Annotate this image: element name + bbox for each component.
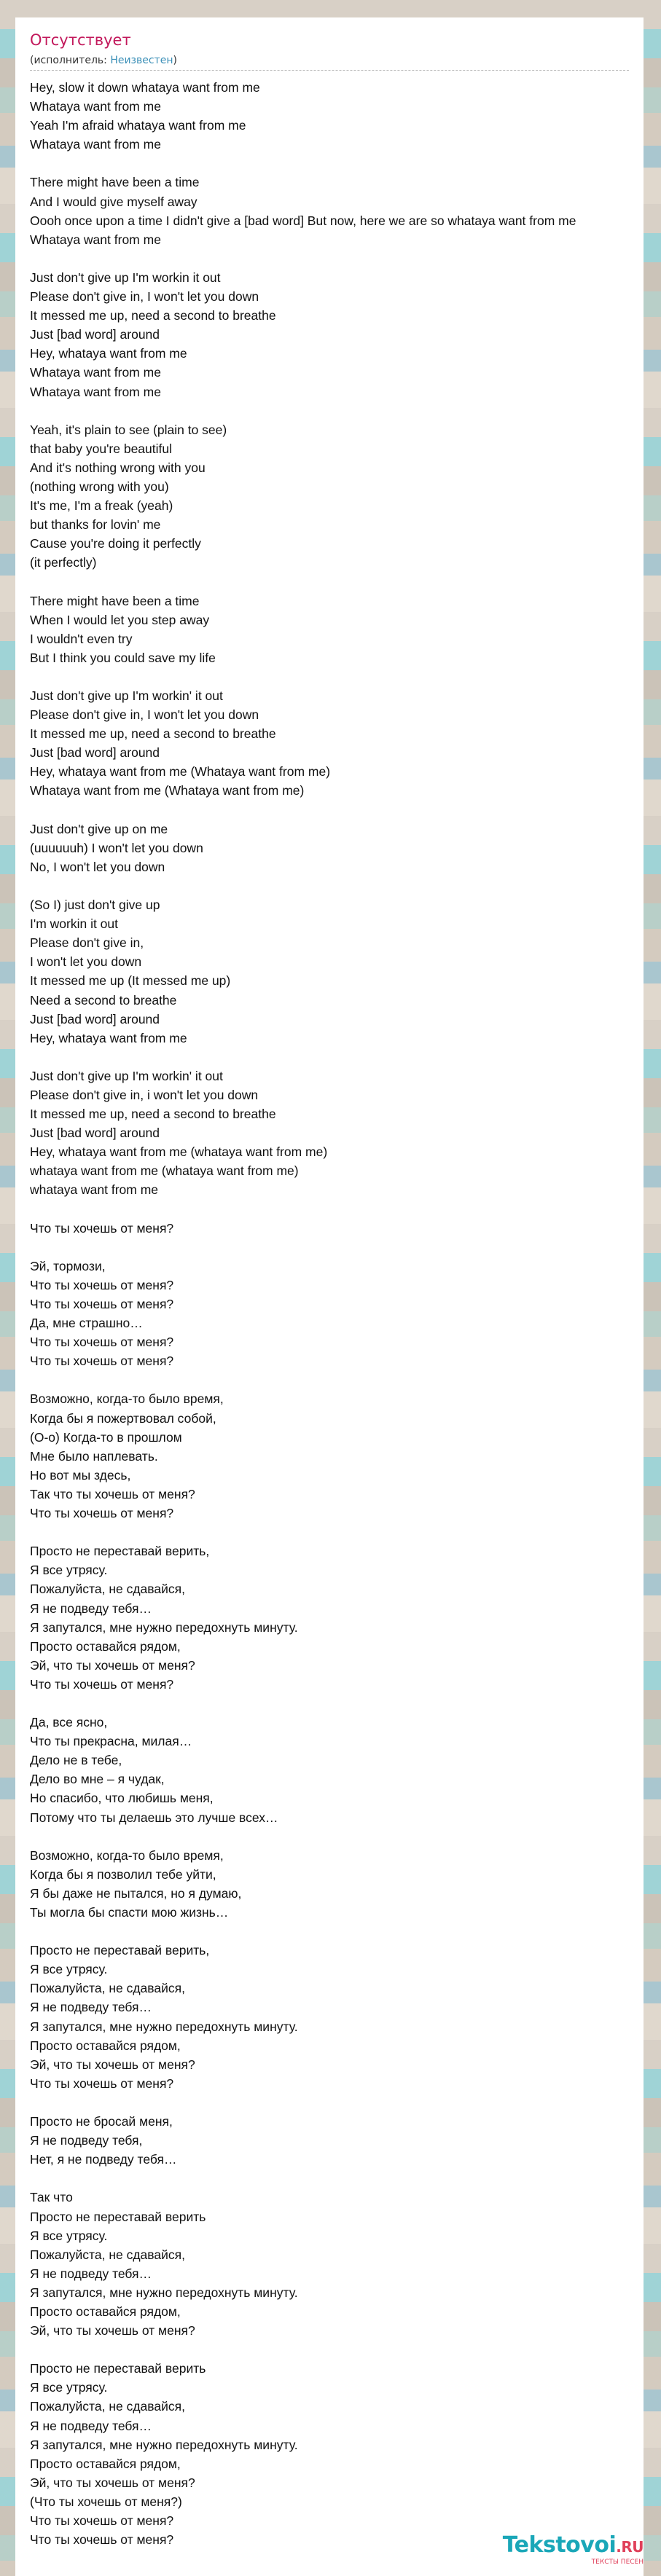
logo-tld: .RU bbox=[616, 2538, 644, 2556]
lyric-line: It's me, I'm a freak (yeah) bbox=[30, 498, 173, 514]
lyric-line: Мне было наплевать. bbox=[30, 1448, 158, 1464]
lyric-line: Just don't give up I'm workin' it out bbox=[30, 1068, 223, 1083]
lyric-line: Нет, я не подведу тебя… bbox=[30, 2152, 177, 2167]
lyric-line: Дело не в тебе, bbox=[30, 1753, 122, 1768]
lyric-line: Что ты хочешь от меня? bbox=[30, 2076, 174, 2091]
lyric-line: Просто не переставай верить bbox=[30, 2209, 206, 2224]
lyric-line: Эй, что ты хочешь от меня? bbox=[30, 1657, 195, 1673]
lyric-line: Cause you're doing it perfectly bbox=[30, 536, 201, 551]
lyric-line: Что ты хочешь от меня? bbox=[30, 2513, 174, 2528]
lyric-line: Просто не бросай меня, bbox=[30, 2114, 173, 2129]
lyric-line: Да, все ясно, bbox=[30, 1715, 108, 1730]
lyric-line: Hey, whataya want from me (whataya want from me) bbox=[30, 1144, 328, 1160]
lyric-line: Что ты хочешь от меня? bbox=[30, 1277, 174, 1292]
lyric-line: Потому что ты делаешь это лучше всех… bbox=[30, 1810, 278, 1825]
lyric-line: Yeah, it's plain to see (plain to see) bbox=[30, 422, 227, 437]
lyric-line: Что ты хочешь от меня? bbox=[30, 2532, 174, 2548]
lyric-line: Я не подведу тебя, bbox=[30, 2133, 143, 2148]
site-logo[interactable] bbox=[503, 2534, 644, 2566]
lyric-line: whataya want from me (whataya want from me) bbox=[30, 1163, 299, 1179]
lyric-line: Я все утрясу. bbox=[30, 1962, 108, 1977]
lyric-line: It messed me up, need a second to breathe bbox=[30, 726, 276, 742]
lyric-line: Что ты хочешь от меня? bbox=[30, 1676, 174, 1692]
song-title: Отсутствует bbox=[30, 31, 131, 49]
lyric-line: Но спасибо, что любишь меня, bbox=[30, 1791, 214, 1806]
lyric-line: Возможно, когда-то было время, bbox=[30, 1391, 224, 1407]
lyrics-stanza bbox=[30, 2188, 644, 2340]
lyric-line: Эй, что ты хочешь от меня? bbox=[30, 2323, 195, 2339]
lyrics-stanza bbox=[30, 1389, 644, 1523]
lyric-line: Дело во мне – я чудак, bbox=[30, 1772, 165, 1787]
lyric-line: Что ты прекрасна, милая… bbox=[30, 1734, 192, 1749]
lyric-line: Please don't give in, I won't let you down bbox=[30, 289, 259, 305]
lyric-line: Да, мне страшно… bbox=[30, 1316, 143, 1331]
lyric-line: Я запутался, мне нужно передохнуть минуту. bbox=[30, 2285, 298, 2300]
lyric-line: I won't let you down bbox=[30, 954, 142, 970]
lyrics-stanza bbox=[30, 592, 644, 667]
lyric-line: (nothing wrong with you) bbox=[30, 479, 169, 494]
lyric-line: Whataya want from me bbox=[30, 99, 161, 114]
artist-line bbox=[30, 54, 629, 71]
artist-prefix: (исполнитель: bbox=[30, 55, 111, 66]
lyric-line: Just don't give up I'm workin' it out bbox=[30, 688, 223, 703]
lyric-line: It messed me up (It messed me up) bbox=[30, 973, 231, 989]
lyric-line: Whataya want from me bbox=[30, 232, 161, 247]
lyric-line: Просто оставайся рядом, bbox=[30, 1638, 181, 1654]
lyric-line: I wouldn't even try bbox=[30, 631, 133, 646]
lyric-line: Я не подведу тебя… bbox=[30, 2000, 152, 2015]
lyric-line: There might have been a time bbox=[30, 175, 200, 190]
lyric-line: Whataya want from me bbox=[30, 384, 161, 399]
lyric-line: And I would give myself away bbox=[30, 194, 197, 209]
lyric-line: Просто оставайся рядом, bbox=[30, 2304, 181, 2319]
lyric-line: Когда бы я пожертвовал собой, bbox=[30, 1410, 216, 1426]
lyric-line: Просто не переставай верить, bbox=[30, 1544, 210, 1559]
lyric-line: Whataya want from me bbox=[30, 365, 161, 380]
lyric-line: Так что bbox=[30, 2190, 73, 2205]
lyric-line: Я все утрясу. bbox=[30, 2228, 108, 2243]
lyric-line: Hey, whataya want from me bbox=[30, 1030, 187, 1045]
lyric-line: Oooh once upon a time I didn't give a [bad word] But now, here we are so whataya want from me bbox=[30, 213, 576, 228]
lyric-line: There might have been a time bbox=[30, 593, 200, 608]
lyric-line: Эй, что ты хочешь от меня? bbox=[30, 2475, 195, 2490]
lyric-line: Просто оставайся рядом, bbox=[30, 2456, 181, 2471]
lyric-line: Я запутался, мне нужно передохнуть минуту. bbox=[30, 2019, 298, 2034]
lyric-line: Так что ты хочешь от меня? bbox=[30, 1486, 195, 1501]
lyric-line: Need a second to breathe bbox=[30, 992, 177, 1008]
lyric-line: Whataya want from me (Whataya want from me) bbox=[30, 783, 305, 798]
lyric-line: Что ты хочешь от меня? bbox=[30, 1506, 174, 1521]
lyric-line: (it perfectly) bbox=[30, 555, 97, 570]
lyrics-body bbox=[30, 78, 644, 2549]
lyrics-stanza bbox=[30, 268, 644, 401]
lyric-line: Я не подведу тебя… bbox=[30, 2266, 152, 2281]
lyric-line: Я все утрясу. bbox=[30, 2380, 108, 2395]
lyric-line: Я запутался, мне нужно передохнуть минуту. bbox=[30, 2437, 298, 2452]
lyrics-stanza bbox=[30, 1846, 644, 1922]
lyric-line: Пожалуйста, не сдавайся, bbox=[30, 1981, 185, 1996]
lyric-line: Ты могла бы спасти мою жизнь… bbox=[30, 1905, 229, 1920]
artist-suffix: ) bbox=[173, 55, 177, 66]
lyrics-stanza bbox=[30, 2112, 644, 2169]
lyric-line: but thanks for lovin' me bbox=[30, 517, 161, 533]
lyrics-stanza bbox=[30, 1713, 644, 1827]
lyrics-stanza bbox=[30, 420, 644, 573]
lyric-line: Эй, что ты хочешь от меня? bbox=[30, 2057, 195, 2072]
lyric-line: whataya want from me bbox=[30, 1182, 159, 1198]
lyrics-stanza bbox=[30, 1542, 644, 1694]
lyric-line: Я не подведу тебя… bbox=[30, 2418, 152, 2433]
lyric-line: Just don't give up I'm workin it out bbox=[30, 270, 221, 285]
lyric-line: that baby you're beautiful bbox=[30, 441, 173, 456]
lyric-line: Just [bad word] around bbox=[30, 1011, 160, 1026]
lyric-line: It messed me up, need a second to breathe bbox=[30, 1107, 276, 1122]
lyric-line: Эй, тормози, bbox=[30, 1258, 106, 1273]
lyric-line: Но вот мы здесь, bbox=[30, 1467, 131, 1483]
lyric-line: Что ты хочешь от меня? bbox=[30, 1297, 174, 1311]
lyric-line: Please don't give in, i won't let you down bbox=[30, 1087, 259, 1102]
lyric-line: Hey, whataya want from me bbox=[30, 346, 187, 361]
lyric-line: Пожалуйста, не сдавайся, bbox=[30, 2399, 185, 2414]
lyric-line: (Что ты хочешь от меня?) bbox=[30, 2494, 182, 2509]
lyric-line: Я запутался, мне нужно передохнуть минуту. bbox=[30, 1619, 298, 1635]
lyrics-stanza bbox=[30, 1067, 644, 1200]
lyric-line: It messed me up, need a second to breathe bbox=[30, 308, 276, 323]
lyric-line: And it's nothing wrong with you bbox=[30, 460, 206, 475]
lyric-line: Что ты хочешь от меня? bbox=[30, 1354, 174, 1369]
lyric-line: Я все утрясу. bbox=[30, 1563, 108, 1578]
lyric-line: Just [bad word] around bbox=[30, 745, 160, 761]
lyric-line: Возможно, когда-то было время, bbox=[30, 1847, 224, 1863]
lyric-line: Yeah I'm afraid whataya want from me bbox=[30, 118, 246, 133]
lyric-line: Please don't give in, bbox=[30, 935, 144, 951]
artist-link[interactable]: Неизвестен bbox=[110, 55, 173, 66]
lyrics-stanza bbox=[30, 1257, 644, 1371]
lyric-line: No, I won't let you down bbox=[30, 859, 165, 874]
lyric-line: (So I) just don't give up bbox=[30, 898, 160, 913]
lyric-line: Whataya want from me bbox=[30, 137, 161, 152]
lyrics-stanza bbox=[30, 78, 644, 154]
lyric-line: Когда бы я позволил тебе уйти, bbox=[30, 1866, 216, 1882]
lyric-line: I'm workin it out bbox=[30, 916, 119, 932]
lyric-line: Что ты хочешь от меня? bbox=[30, 1220, 174, 1236]
lyric-line: Пожалуйста, не сдавайся, bbox=[30, 2247, 185, 2262]
lyric-line: Просто не переставай верить bbox=[30, 2361, 206, 2376]
lyric-line: Пожалуйста, не сдавайся, bbox=[30, 1582, 185, 1597]
lyrics-stanza bbox=[30, 895, 644, 1048]
lyric-line: Just [bad word] around bbox=[30, 1126, 160, 1141]
lyric-line: Я не подведу тебя… bbox=[30, 1601, 152, 1616]
lyrics-stanza bbox=[30, 686, 644, 801]
lyric-line: (uuuuuuh) I won't let you down bbox=[30, 840, 203, 855]
logo-name: Tekstovoi bbox=[502, 2532, 617, 2558]
lyric-line: (О-о) Когда-то в прошлом bbox=[30, 1429, 182, 1445]
lyric-line: Hey, slow it down whataya want from me bbox=[30, 80, 260, 95]
lyrics-stanza bbox=[30, 173, 644, 248]
lyric-line: Just [bad word] around bbox=[30, 327, 160, 342]
lyrics-stanza bbox=[30, 820, 644, 876]
lyric-line: But I think you could save my life bbox=[30, 650, 216, 665]
lyric-line: When I would let you step away bbox=[30, 612, 210, 627]
lyric-line: Please don't give in, I won't let you down bbox=[30, 707, 259, 723]
lyrics-stanza bbox=[30, 2359, 644, 2549]
lyric-line: Я бы даже не пытался, но я думаю, bbox=[30, 1885, 242, 1901]
lyrics-stanza bbox=[30, 1219, 644, 1238]
lyrics-stanza bbox=[30, 1941, 644, 2093]
lyric-line: Просто оставайся рядом, bbox=[30, 2038, 181, 2053]
lyric-line: Hey, whataya want from me (Whataya want from me) bbox=[30, 764, 331, 780]
lyric-line: Просто не переставай верить, bbox=[30, 1943, 210, 1958]
lyrics-page bbox=[15, 17, 644, 2576]
lyric-line: Just don't give up on me bbox=[30, 821, 168, 836]
logo-tagline: ТЕКСТЫ ПЕСЕН bbox=[591, 2559, 644, 2566]
lyric-line: Что ты хочешь от меня? bbox=[30, 1335, 174, 1350]
